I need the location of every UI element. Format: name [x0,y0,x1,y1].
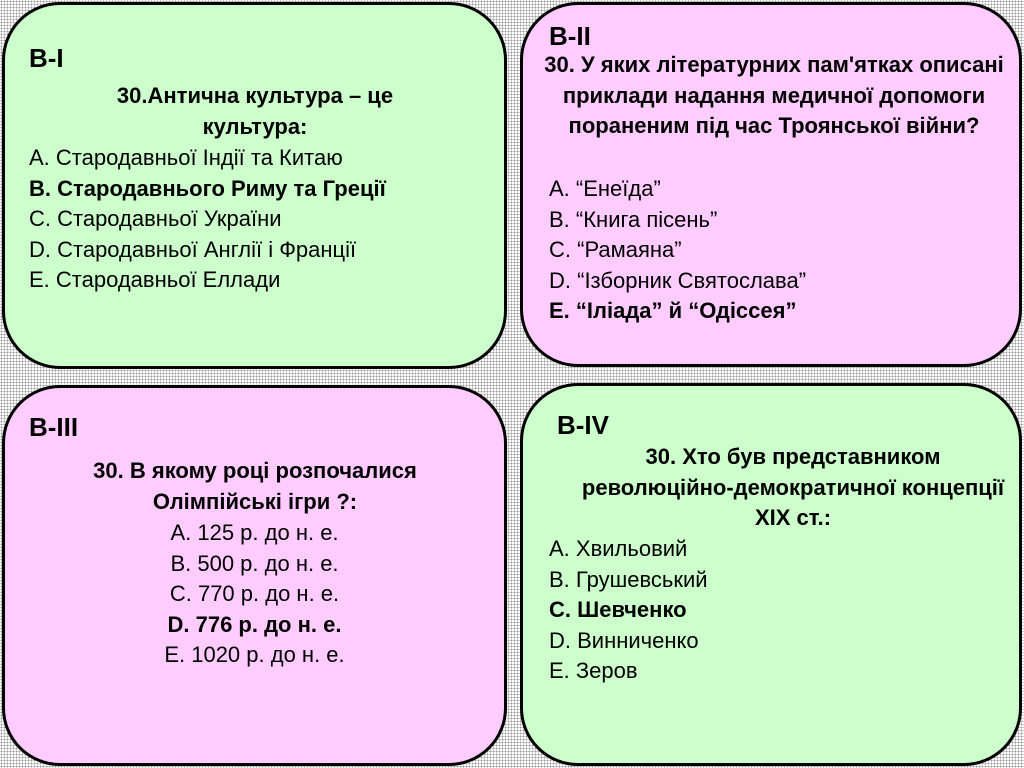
question-text: 30. У яких літературних пам'ятках описані приклади надання медичної допомоги пораненим під час Троянської війни? [544,52,1004,138]
question-text: 30. В якому році розпочалися Олімпійські ігри ?: [93,458,417,514]
answer-option: С. 770 р. до н. е. [169,581,340,606]
variant-label: В-І [29,43,64,73]
answer-option: Е. Стародавньої Еллади [29,267,281,292]
variant-label: В-ІV [557,410,609,440]
question-text: 30.Антична культура – це культура: [116,83,394,139]
answer-option: А. 125 р. до н. е. [170,520,339,545]
answer-option: D. Винниченко [549,627,699,653]
answer-option: В. 500 р. до н. е. [170,550,339,576]
variant-4-card [520,383,1022,766]
answer-option: В. “Книга пісень” [549,206,718,232]
answer-option: С. Стародавньої України [29,206,282,231]
answer-option-correct: D. 776 р. до н. е. [167,611,342,637]
question-text: 30. Хто був представником революційно-демократичної концепції ХІХ ст.: [581,444,1005,530]
answer-list [5,518,504,671]
answer-option: D. “Ізборник Святослава” [549,267,807,293]
answer-list [29,143,386,296]
answer-list [549,534,708,687]
variant-1-card [2,2,507,369]
answer-option: А. “Енеїда” [549,176,661,201]
answer-option-correct: Е. “Іліада” й “Одіссея” [549,298,797,323]
answer-option: С. “Рамаяна” [549,237,682,262]
answer-option: D. Стародавньої Англії і Франції [29,236,357,262]
answer-option: А. Хвильовий [549,536,688,561]
answer-option-correct: С. Шевченко [549,597,687,622]
variant-label: В-ІІІ [29,412,79,442]
variant-2-card [520,2,1022,367]
answer-option: Е. Зеров [549,658,638,683]
answer-option: А. Стародавньої Індії та Китаю [29,145,343,170]
answer-list [549,174,806,327]
variant-label: В-ІІ [549,21,591,51]
variant-3-card [2,385,507,766]
answer-option: В. Грушевський [549,566,708,592]
answer-option-correct: В. Стародавнього Риму та Греції [29,175,386,201]
answer-option: Е. 1020 р. до н. е. [164,642,345,667]
